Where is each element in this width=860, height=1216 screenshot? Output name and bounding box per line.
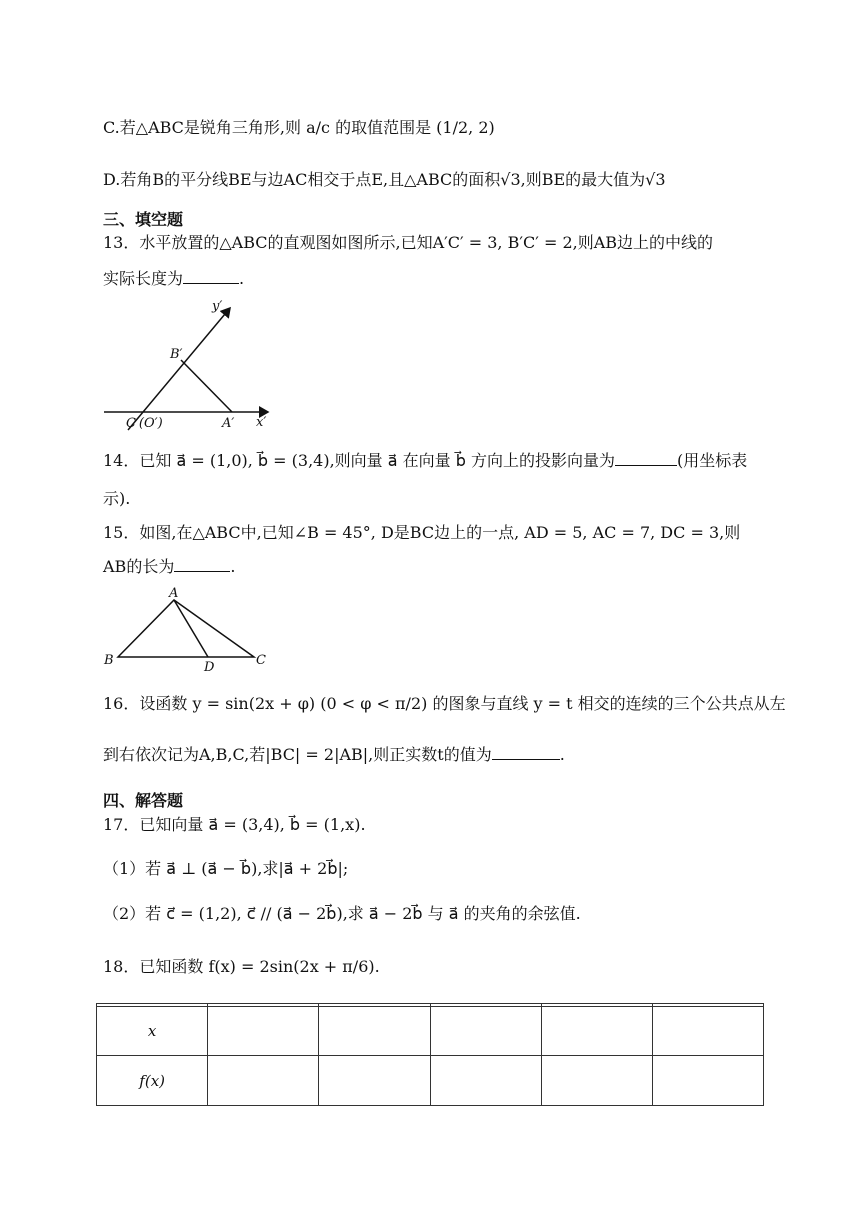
table-row (97, 1056, 764, 1106)
question-14-line-1 (103, 451, 747, 471)
answer-blank (615, 451, 677, 466)
question-14-text: 14．已知 a⃗ = (1,0), b⃗ = (3,4),则向量 a⃗ 在向量 b⃗ 方向上的投影向量为 (103, 451, 615, 470)
table-cell (208, 1006, 319, 1056)
question-16-line-1: 16．设函数 y = sin(2x + φ) (0 < φ < π/2) 的图象与直线 y = t 相交的连续的三个公共点从左 (103, 694, 786, 713)
heading-answer: 四、解答题 (103, 791, 184, 810)
option-c: C.若△ABC是锐角三角形,则 a/c 的取值范围是 (1/2, 2) (103, 118, 495, 137)
table-header-cell: x (97, 1006, 208, 1056)
question-13-text: 实际长度为 (103, 269, 184, 288)
label-c-prime: C′(O′) (126, 416, 163, 431)
figure-13-intuitive-diagram (100, 296, 280, 432)
question-14-line-2: 示). (103, 489, 131, 508)
table-cell (208, 1056, 319, 1106)
question-17: 17．已知向量 a⃗ = (3,4), b⃗ = (1,x). (103, 815, 366, 834)
question-14-tail: (用坐标表 (677, 451, 748, 470)
table-cell (652, 1056, 763, 1106)
option-d: D.若角B的平分线BE与边AC相交于点E,且△ABC的面积√3,则BE的最大值为√3 (103, 170, 666, 189)
question-18: 18．已知函数 f(x) = 2sin(2x + π/6). (103, 957, 380, 976)
table-cell (541, 1056, 652, 1106)
table-cell (652, 1006, 763, 1056)
segment-b-a (181, 360, 232, 412)
label-c: C (256, 653, 266, 668)
question-16-text: 到右依次记为A,B,C,若|BC| = 2|AB|,则正实数t的值为 (103, 745, 492, 764)
table-cell (430, 1006, 541, 1056)
label-y-prime: y′ (212, 299, 223, 314)
figure-15-triangle (100, 586, 280, 674)
question-13-line-1: 13．水平放置的△ABC的直观图如图所示,已知A′C′ = 3, B′C′ = 2,则AB边上的中线的 (103, 233, 714, 252)
question-13-line-2: 实际长度为 . (103, 269, 245, 288)
question-15-line-2: AB的长为 . (103, 557, 236, 576)
heading-fill-in: 三、填空题 (103, 210, 184, 229)
table-18 (96, 1003, 764, 1106)
table-cell (319, 1056, 430, 1106)
question-16-line-2: 到右依次记为A,B,C,若|BC| = 2|AB|,则正实数t的值为 . (103, 745, 565, 764)
answer-blank (183, 269, 239, 284)
question-15-line-1: 15．如图,在△ABC中,已知∠B = 45°, D是BC边上的一点, AD = 5, AC = 7, DC = 3,则 (103, 523, 741, 542)
table-cell (319, 1006, 430, 1056)
question-17-part-2: （2）若 c⃗ = (1,2), c⃗ // (a⃗ − 2b⃗),求 a⃗ − 2b⃗ 与 a⃗ 的夹角的余弦值. (103, 904, 581, 923)
answer-blank (492, 745, 560, 760)
label-b: B (104, 653, 114, 668)
question-17-part-1: （1）若 a⃗ ⊥ (a⃗ − b⃗),求|a⃗ + 2b⃗|; (103, 859, 349, 878)
table-header-cell: f(x) (97, 1056, 208, 1106)
table-cell (541, 1006, 652, 1056)
label-a-prime: A′ (222, 416, 235, 431)
label-b-prime: B′ (170, 347, 183, 362)
table-row (97, 1006, 764, 1056)
table-cell (430, 1056, 541, 1106)
segment-a-d (174, 600, 208, 657)
label-x-prime: x′ (256, 415, 267, 430)
label-a: A (169, 586, 179, 601)
question-15-text: AB的长为 (103, 557, 175, 576)
label-d: D (204, 660, 215, 674)
answer-blank (174, 557, 230, 572)
